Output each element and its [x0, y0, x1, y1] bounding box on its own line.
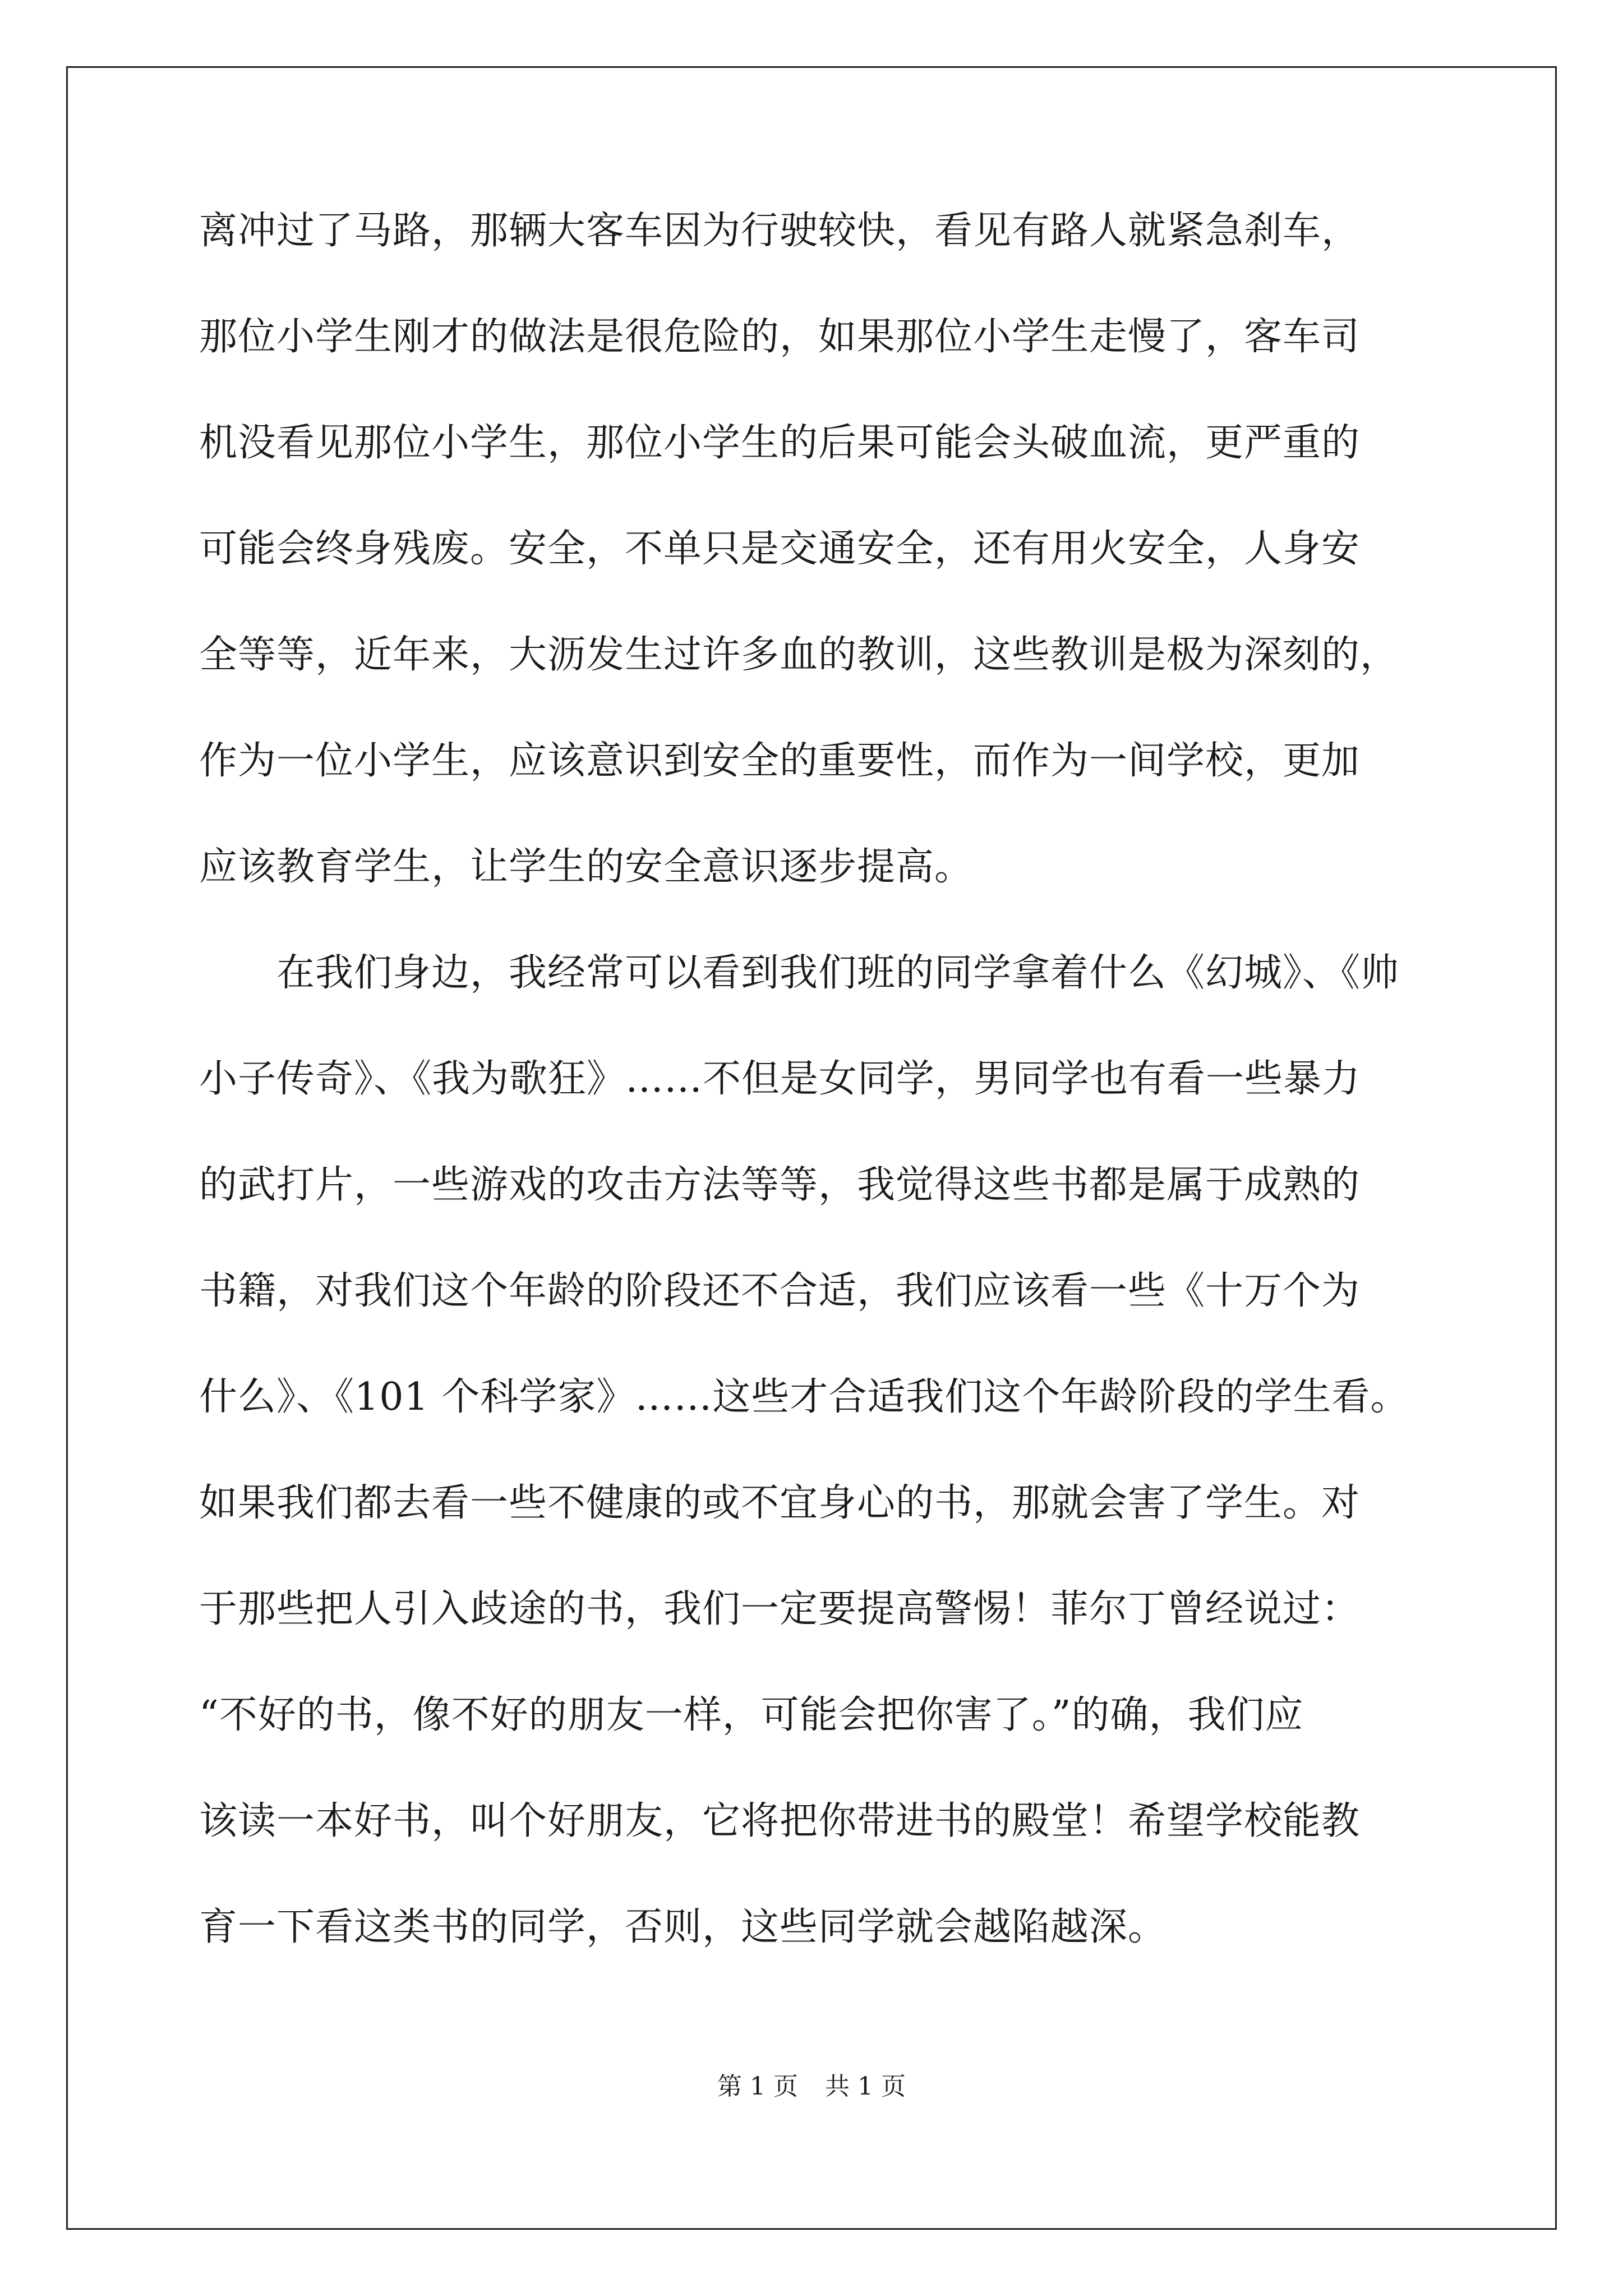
text-line: 全等等，近年来，大沥发生过许多血的教训，这些教训是极为深刻的， [199, 633, 1399, 677]
text-line: 如果我们都去看一些不健康的或不宜身心的书，那就会害了学生。对 [199, 1481, 1361, 1525]
text-line: 书籍，对我们这个年龄的阶段还不合适，我们应该看一些《十万个为 [199, 1269, 1361, 1313]
text-line: 离冲过了马路，那辆大客车因为行驶较快，看见有路人就紧急刹车， [199, 209, 1361, 253]
text-line: 那位小学生刚才的做法是很危险的，如果那位小学生走慢了，客车司 [199, 315, 1361, 359]
text-line: 什么》、《101 个科学家》……这些才合适我们这个年龄阶段的学生看。 [199, 1375, 1409, 1419]
text-line: 的武打片，一些游戏的攻击方法等等，我觉得这些书都是属于成熟的 [199, 1163, 1361, 1207]
text-line: 该读一本好书，叫个好朋友，它将把你带进书的殿堂！希望学校能教 [199, 1799, 1361, 1843]
text-line: 于那些把人引入歧途的书，我们一定要提高警惕！菲尔丁曾经说过： [199, 1587, 1361, 1631]
text-line: 机没看见那位小学生，那位小学生的后果可能会头破血流，更严重的 [199, 421, 1361, 465]
text-line: 应该教育学生，让学生的安全意识逐步提高。 [199, 845, 974, 889]
text-line: 作为一位小学生，应该意识到安全的重要性，而作为一间学校，更加 [199, 739, 1361, 783]
text-line: 小子传奇》、《我为歌狂》……不但是女同学，男同学也有看一些暴力 [199, 1057, 1361, 1101]
text-line: 育一下看这类书的同学，否则，这些同学就会越陷越深。 [199, 1905, 1167, 1949]
text-line: 在我们身边，我经常可以看到我们班的同学拿着什么《幻城》、《帅 [199, 951, 1400, 995]
page-footer [0, 2070, 1623, 2104]
document-body [199, 209, 1433, 2011]
text-line: 可能会终身残废。安全，不单只是交通安全，还有用火安全，人身安 [199, 527, 1361, 571]
page-total: 共 1 页 [825, 2072, 906, 2101]
text-line: “不好的书，像不好的朋友一样，可能会把你害了。”的确，我们应 [199, 1693, 1304, 1737]
page-number: 第 1 页 [717, 2072, 798, 2101]
